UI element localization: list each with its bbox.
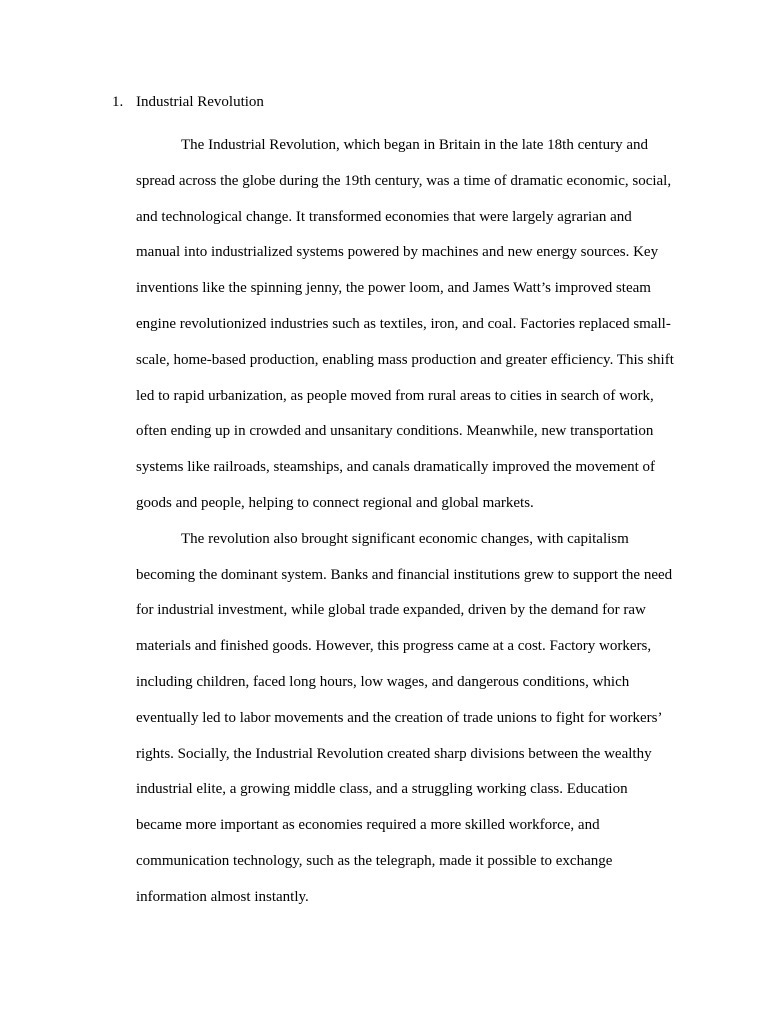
section-body xyxy=(136,128,682,916)
text-line: scale, home-based production, enabling mass production and greater efficiency. This shift xyxy=(136,351,674,368)
text-line: systems like railroads, steamships, and canals dramatically improved the movement of xyxy=(136,459,656,476)
text-line: The Industrial Revolution, which began in Britain in the late 18th century and xyxy=(181,137,648,153)
paragraph xyxy=(136,128,682,522)
text-line: and technological change. It transformed economies that were largely agrarian and xyxy=(136,208,632,225)
text-line: led to rapid urbanization, as people moved from rural areas to cities in search of work, xyxy=(136,387,654,404)
section-heading xyxy=(112,92,682,112)
text-line: inventions like the spinning jenny, the power loom, and James Watt’s improved steam xyxy=(136,280,651,297)
text-line: becoming the dominant system. Banks and financial institutions grew to support the need xyxy=(136,566,673,583)
text-line: spread across the globe during the 19th century, was a time of dramatic economic, social, xyxy=(136,172,672,189)
text-line: manual into industrialized systems powered by machines and new energy sources. Key xyxy=(136,244,659,261)
text-line: industrial elite, a growing middle class, and a struggling working class. Education xyxy=(136,781,628,798)
text-line: became more important as economies required a more skilled workforce, and xyxy=(136,817,600,834)
text-line: rights. Socially, the Industrial Revolution created sharp divisions between the wealthy xyxy=(136,745,652,762)
text-line: information almost instantly. xyxy=(136,888,309,905)
text-line: engine revolutionized industries such as textiles, iron, and coal. Factories replaced small- xyxy=(136,315,671,332)
section-title: Industrial Revolution xyxy=(136,94,264,110)
numbered-list-item xyxy=(112,92,682,916)
list-number: 1. xyxy=(112,94,124,110)
text-line: materials and finished goods. However, this progress came at a cost. Factory workers, xyxy=(136,638,652,655)
text-line: often ending up in crowded and unsanitary conditions. Meanwhile, new transportation xyxy=(136,423,654,440)
text-line: goods and people, helping to connect regional and global markets. xyxy=(136,494,534,511)
text-line: The revolution also brought significant economic changes, with capitalism xyxy=(181,530,629,547)
text-line: for industrial investment, while global trade expanded, driven by the demand for raw xyxy=(136,602,646,619)
text-line: eventually led to labor movements and the creation of trade unions to fight for workers’ xyxy=(136,709,663,726)
paragraph xyxy=(136,522,682,916)
text-line: including children, faced long hours, low wages, and dangerous conditions, which xyxy=(136,673,630,690)
text-line: communication technology, such as the telegraph, made it possible to exchange xyxy=(136,852,613,869)
